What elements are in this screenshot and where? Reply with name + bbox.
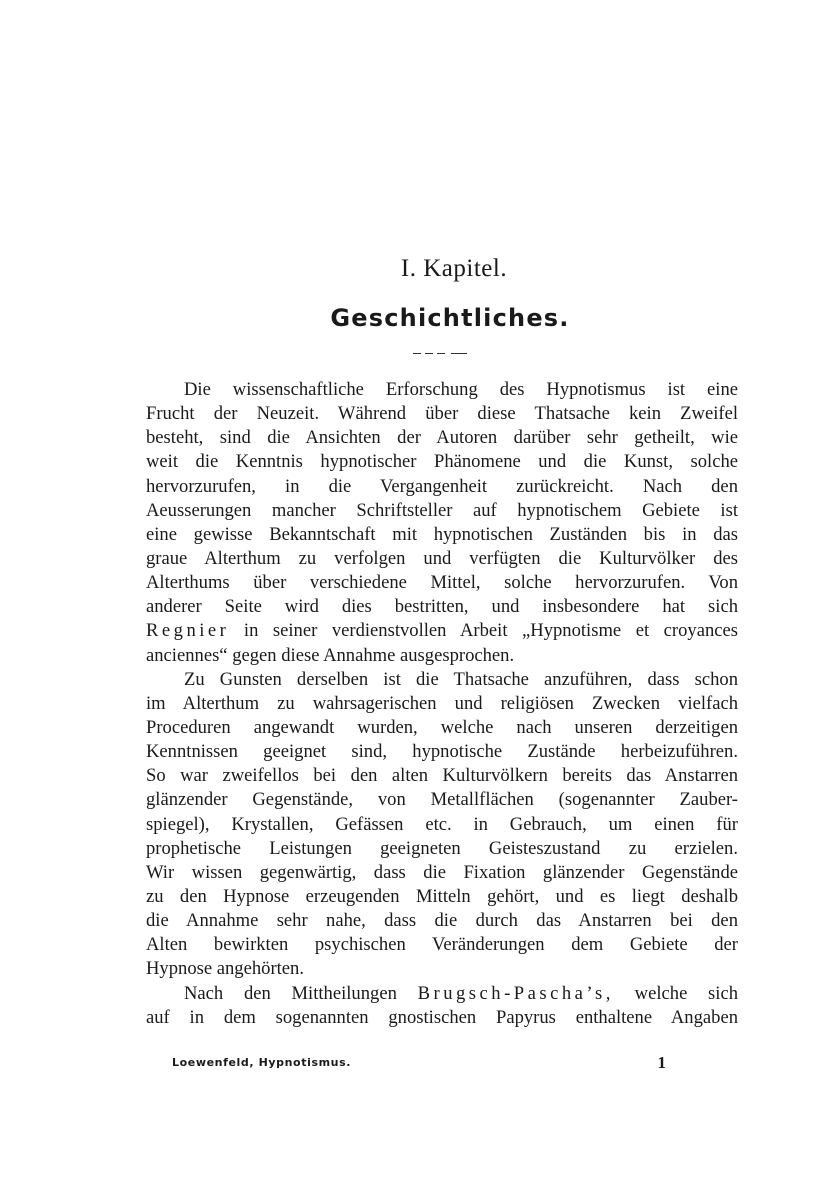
text-line: Hypnose angehörten. xyxy=(146,958,305,980)
body-text xyxy=(146,378,738,1030)
text-line: die Annahme sehr nahe, dass die durch das Anstarren bei den xyxy=(146,910,738,932)
text-line: Proceduren angewandt wurden, welche nach unseren derzeitigen xyxy=(146,716,738,738)
text-line: Wir wissen gegenwärtig, dass die Fixation glänzender Gegenstände xyxy=(146,861,738,883)
text-line: Alterthums über verschiedene Mittel, solche hervorzurufen. Von xyxy=(146,572,738,594)
text-line: Aeusserungen mancher Schriftsteller auf hypnotischem Gebiete ist xyxy=(146,499,738,521)
text-line: Frucht der Neuzeit. Während über diese Thatsache kein Zweifel xyxy=(146,403,738,425)
text-line: im Alterthum zu wahrsagerischen und religiösen Zwecken vielfach xyxy=(146,692,738,714)
text-line: spiegel), Krystallen, Gefässen etc. in Gebrauch, um einen für xyxy=(146,813,738,835)
footer-author-title: Loewenfeld, Hypnotismus. xyxy=(172,1056,352,1069)
page-number: 1 xyxy=(657,1053,666,1072)
text-line: eine gewisse Bekanntschaft mit hypnotischen Zuständen bis in das xyxy=(146,523,738,545)
text-line: Zu Gunsten derselben ist die Thatsache anzuführen, dass schon xyxy=(184,668,738,690)
text-fragment: Nach den Mittheilungen xyxy=(184,982,418,1004)
text-line: zu den Hypnose erzeugenden Mitteln gehört, und es liegt deshalb xyxy=(146,885,738,907)
title-divider xyxy=(413,353,467,355)
text-line: hervorzurufen, in die Vergangenheit zurückreicht. Nach den xyxy=(146,475,738,497)
chapter-title: Geschichtliches. xyxy=(330,304,570,332)
text-fragment: in seiner verdienstvollen Arbeit „Hypnotisme et croyances xyxy=(229,620,738,642)
text-line: auf in dem sogenannten gnostischen Papyrus enthaltene Angaben xyxy=(146,1006,738,1028)
text-line: anderer Seite wird dies bestritten, und insbesondere hat sich xyxy=(146,596,738,618)
text-line-brugsch xyxy=(146,982,738,1006)
text-line: weit die Kenntnis hypnotischer Phänomene und die Kunst, solche xyxy=(146,451,738,473)
text-fragment: welche sich xyxy=(613,982,738,1004)
text-line: prophetische Leistungen geeigneten Geisteszustand zu erzielen. xyxy=(146,837,738,859)
text-line: anciennes“ gegen diese Annahme ausgesprochen. xyxy=(146,644,515,666)
author-name-brugsch: Brugsch-Pascha’s, xyxy=(417,982,614,1004)
text-line: So war zweifellos bei den alten Kulturvölkern bereits das Anstarren xyxy=(146,765,738,787)
text-line: Kenntnissen geeignet sind, hypnotische Zustände herbeizuführen. xyxy=(146,741,738,763)
text-line: besteht, sind die Ansichten der Autoren darüber sehr getheilt, wie xyxy=(146,427,738,449)
author-name-regnier: Regnier xyxy=(146,620,230,642)
chapter-label: I. Kapitel. xyxy=(400,255,508,282)
text-line: Alten bewirkten psychischen Veränderungen dem Gebiete der xyxy=(146,934,738,956)
text-line: Die wissenschaftliche Erforschung des Hypnotismus ist eine xyxy=(184,379,738,400)
text-line-regnier xyxy=(146,619,738,643)
text-line: graue Alterthum zu verfolgen und verfügten die Kulturvölker des xyxy=(146,547,738,569)
text-line: glänzender Gegenstände, von Metallflächen (sogenannter Zauber- xyxy=(146,789,738,811)
